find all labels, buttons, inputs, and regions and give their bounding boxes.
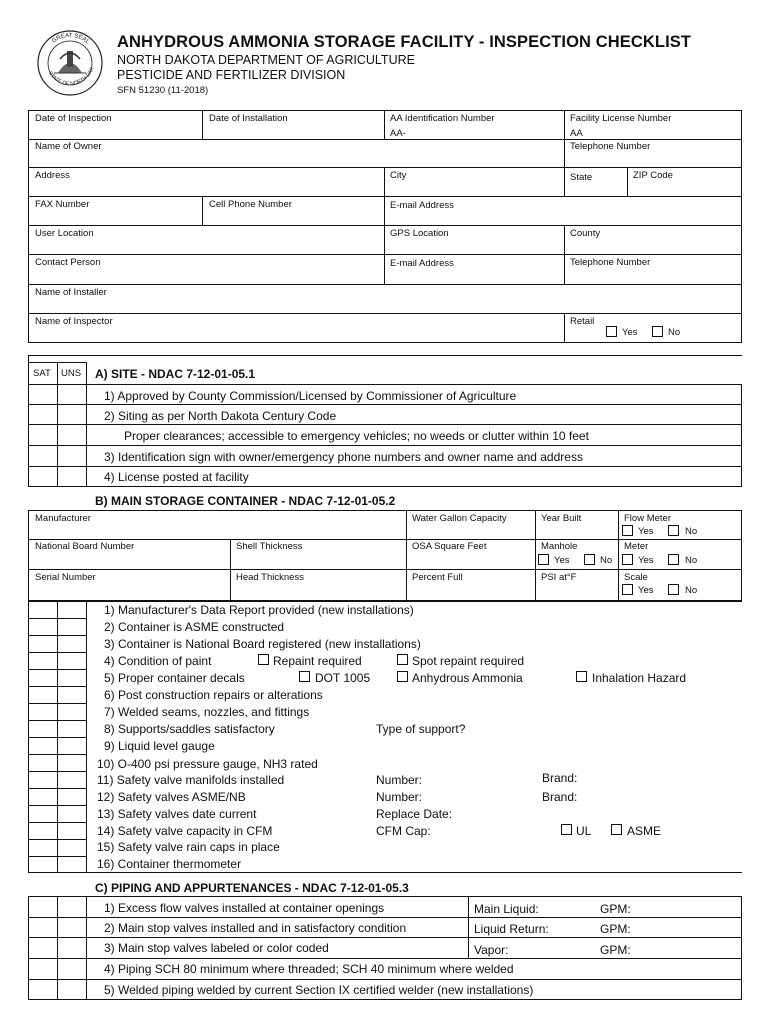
liquid-return-gpm-field[interactable]: GPM: [600,922,631,936]
section-b-title: B) MAIN STORAGE CONTAINER - NDAC 7-12-01-05.2 [95,494,396,508]
seal-bottom-text: STATE OF NORTH DAK [46,66,96,88]
checklist-row-divider [28,703,87,704]
anhydrous-ammonia-checkbox[interactable] [397,671,408,682]
manhole-label: Manhole [541,541,578,552]
aa-id-number-field[interactable]: AA Identification Number [390,113,495,124]
container-item-10: 10) O-400 psi pressure gauge, NH3 rated [97,757,318,771]
state-seal-icon [36,29,104,97]
site-item-4: 4) License posted at facility [104,470,249,484]
zip-code-field[interactable]: ZIP Code [633,170,673,181]
piping-item-4: 4) Piping SCH 80 minimum where threaded; SCH 40 minimum where welded [104,962,514,976]
cfm-cap-field[interactable]: CFM Cap: [376,824,431,838]
name-of-inspector-field[interactable]: Name of Inspector [35,316,113,327]
container-item-16: 16) Container thermometer [97,857,242,871]
safety-valve-number-field[interactable]: Number: [376,790,423,804]
checklist-row-divider [28,856,87,857]
checklist-row-divider [28,652,87,653]
fax-number-field[interactable]: FAX Number [35,199,90,210]
scale-no-checkbox[interactable] [668,584,679,595]
container-item-12: 12) Safety valves ASME/NB [97,790,246,804]
form-number: SFN 51230 (11-2018) [117,85,209,96]
flow-meter-no-label: No [685,526,698,537]
user-location-field[interactable]: User Location [35,228,94,239]
container-item-15: 15) Safety valve rain caps in place [97,840,280,854]
container-item-1: 1) Manufacturer's Data Report provided (new installations) [104,603,414,617]
replace-date-field[interactable]: Replace Date: [376,807,453,821]
checklist-row-divider [28,720,87,721]
container-item-13: 13) Safety valves date current [97,807,257,821]
container-item-14: 14) Safety valve capacity in CFM [97,824,273,838]
psi-at-f-field[interactable]: PSI at°F [541,572,577,583]
telephone-number-field[interactable]: Telephone Number [570,141,651,152]
meter-no-label: No [685,555,698,566]
contact-email-field[interactable]: E-mail Address [390,258,454,269]
flow-meter-yes-label: Yes [638,526,654,537]
spot-repaint-required-checkbox[interactable] [397,654,408,665]
vapor-field[interactable]: Vapor: [474,943,509,957]
osa-square-feet-field[interactable]: OSA Square Feet [412,541,487,552]
container-item-6: 6) Post construction repairs or alterations [104,688,323,702]
facility-license-prefix: AA [570,128,583,139]
serial-number-field[interactable]: Serial Number [35,572,96,583]
manhole-yes-label: Yes [554,555,570,566]
dot-1005-label: DOT 1005 [315,671,371,685]
manhole-no-label: No [600,555,613,566]
main-liquid-field[interactable]: Main Liquid: [474,902,539,916]
piping-item-1: 1) Excess flow valves installed at container openings [104,901,385,915]
inhalation-hazard-label: Inhalation Hazard [592,671,687,685]
sat-column-header: SAT [33,368,51,379]
checklist-row-divider [28,618,87,619]
uns-column-header: UNS [61,368,82,379]
checklist-row-divider [28,686,87,687]
container-item-11: 11) Safety valve manifolds installed [97,773,285,787]
scale-label: Scale [624,572,648,583]
checklist-row-divider [28,669,87,670]
retail-yes-label: Yes [622,327,638,338]
percent-full-field[interactable]: Percent Full [412,572,463,583]
contact-telephone-field[interactable]: Telephone Number [570,257,651,268]
name-of-owner-field[interactable]: Name of Owner [35,141,102,152]
date-of-installation-field[interactable]: Date of Installation [209,113,288,124]
dot-1005-checkbox[interactable] [299,671,310,682]
form-title: ANHYDROUS AMMONIA STORAGE FACILITY - INSPECTION CHECKLIST [117,33,692,51]
piping-item-3: 3) Main stop valves labeled or color coded [104,941,329,955]
repaint-required-label: Repaint required [273,654,362,668]
container-item-3: 3) Container is National Board registered (new installations) [104,637,421,651]
contact-person-field[interactable]: Contact Person [35,257,101,268]
inhalation-hazard-checkbox[interactable] [576,671,587,682]
head-thickness-field[interactable]: Head Thickness [236,572,304,583]
container-item-4: 4) Condition of paint [104,654,212,668]
site-item-1: 1) Approved by County Commission/Licensed by Commissioner of Agriculture [104,389,517,403]
vapor-gpm-field[interactable]: GPM: [600,943,631,957]
checklist-row-divider [28,872,742,873]
checklist-row-divider [28,788,87,789]
main-liquid-gpm-field[interactable]: GPM: [600,902,631,916]
gps-location-field[interactable]: GPS Location [390,228,449,239]
checklist-row-divider [28,771,87,772]
date-of-inspection-field[interactable]: Date of Inspection [35,113,112,124]
flow-meter-no-checkbox[interactable] [668,525,679,536]
state-field[interactable]: State [570,172,593,183]
safety-valve-brand-field[interactable]: Brand: [542,790,578,804]
repaint-required-checkbox[interactable] [258,654,269,665]
name-of-installer-field[interactable]: Name of Installer [35,287,107,298]
anhydrous-ammonia-label: Anhydrous Ammonia [412,671,523,685]
email-address-field[interactable]: E-mail Address [390,200,454,211]
checklist-row-divider [28,601,742,602]
division-name: PESTICIDE AND FERTILIZER DIVISION [117,68,346,82]
retail-no-checkbox[interactable] [652,326,663,337]
checklist-row-divider [28,822,87,823]
container-item-5: 5) Proper container decals [104,671,245,685]
city-field[interactable]: City [390,170,407,181]
site-item-2-detail: Proper clearances; accessible to emergency vehicles; no weeds or clutter within 10 feet [124,429,589,443]
cell-phone-field[interactable]: Cell Phone Number [209,199,292,210]
national-board-number-field[interactable]: National Board Number [35,541,135,552]
manifold-number-field[interactable]: Number: [376,773,423,787]
manifold-brand-field[interactable]: Brand: [542,771,578,785]
piping-item-5: 5) Welded piping welded by current Section IX certified welder (new installations) [104,983,534,997]
meter-label: Meter [624,541,649,552]
checklist-row-divider [28,635,87,636]
county-field[interactable]: County [570,228,601,239]
scale-yes-label: Yes [638,585,654,596]
scale-yes-checkbox[interactable] [622,584,633,595]
piping-item-2: 2) Main stop valves installed and in satisfactory condition [104,921,407,935]
water-gallon-capacity-field[interactable]: Water Gallon Capacity [412,513,507,524]
flow-meter-label: Flow Meter [624,513,671,524]
scale-no-label: No [685,585,698,596]
meter-yes-checkbox[interactable] [622,554,633,565]
section-a-title: A) SITE - NDAC 7-12-01-05.1 [95,367,256,381]
address-field[interactable]: Address [35,170,70,181]
checklist-row-divider [28,805,87,806]
manhole-no-checkbox[interactable] [584,554,595,565]
department-name: NORTH DAKOTA DEPARTMENT OF AGRICULTURE [117,53,415,67]
meter-no-checkbox[interactable] [668,554,679,565]
facility-license-field[interactable]: Facility License Number [570,113,672,124]
meter-yes-label: Yes [638,555,654,566]
aa-id-prefix: AA- [390,128,406,139]
asme-label: ASME [627,824,662,838]
checklist-row-divider [28,839,87,840]
shell-thickness-field[interactable]: Shell Thickness [236,541,303,552]
liquid-return-field[interactable]: Liquid Return: [474,922,549,936]
ul-checkbox[interactable] [561,824,572,835]
checklist-row-divider [28,737,87,738]
asme-checkbox[interactable] [611,824,622,835]
manufacturer-field[interactable]: Manufacturer [35,513,91,524]
retail-no-label: No [668,327,681,338]
site-item-2: 2) Siting as per North Dakota Century Code [104,409,337,423]
checklist-row-divider [28,754,87,755]
spot-repaint-required-label: Spot repaint required [412,654,525,668]
retail-yes-checkbox[interactable] [606,326,617,337]
type-of-support-field[interactable]: Type of support? [376,722,466,736]
manhole-yes-checkbox[interactable] [538,554,549,565]
ul-label: UL [576,824,592,838]
container-item-9: 9) Liquid level gauge [104,739,215,753]
container-item-8: 8) Supports/saddles satisfactory [104,722,275,736]
site-item-3: 3) Identification sign with owner/emergency phone numbers and owner name and address [104,450,583,464]
flow-meter-yes-checkbox[interactable] [622,525,633,536]
section-c-title: C) PIPING AND APPURTENANCES - NDAC 7-12-01-05.3 [95,881,409,895]
seal-top-text: GREAT SEAL [51,32,91,46]
container-item-7: 7) Welded seams, nozzles, and fittings [104,705,310,719]
container-item-2: 2) Container is ASME constructed [104,620,285,634]
year-built-field[interactable]: Year Built [541,513,582,524]
retail-label: Retail [570,316,595,327]
